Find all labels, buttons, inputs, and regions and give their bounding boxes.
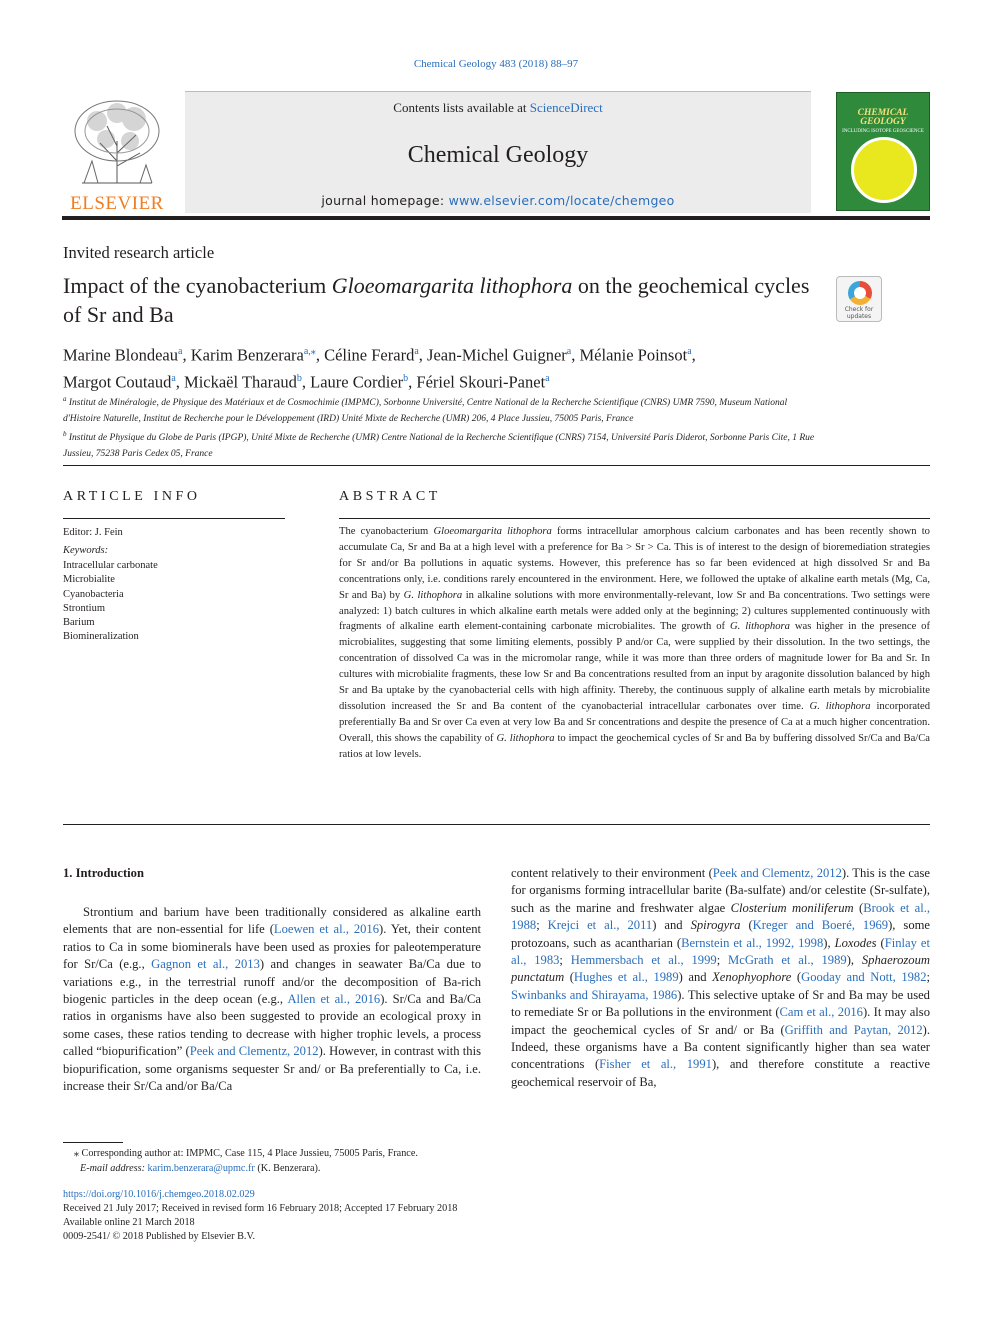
reference-link[interactable]: Gagnon et al., 2013	[151, 957, 260, 972]
reference-link[interactable]: Krejci et al., 2011	[547, 918, 653, 933]
text-segment: ) and	[678, 970, 713, 985]
email-link[interactable]: karim.benzerara@upmc.fr	[147, 1163, 255, 1174]
text-segment: ). Yet, their content ratios to Ca in some biominerals have been used as proxies for paleotemperature for Sr/Ca (e.g.,	[63, 922, 481, 972]
reference-link[interactable]: Bernstein et al., 1992, 1998	[681, 935, 824, 950]
author-name[interactable]: Margot Coutaud	[63, 372, 172, 391]
text-segment: ), and therefore constitute a reactive geochemical reservoir of Ba,	[511, 1057, 930, 1089]
reference-link[interactable]: Allen et al., 2016	[287, 992, 381, 1007]
author-name[interactable]: Fériel Skouri-Panet	[416, 372, 546, 391]
species-name: Xenophyophore	[712, 970, 792, 985]
author-affil-sup[interactable]: a	[545, 372, 550, 384]
abstract-segment: to impact the geochemical cycles of Sr and Ba by buffering dissolved Sr/Ca and Ba/Ca ratios at low levels.	[339, 732, 930, 760]
sciencedirect-link[interactable]: ScienceDirect	[529, 100, 603, 115]
author-name[interactable]: Mélanie Poinsot	[579, 345, 688, 365]
reference-link[interactable]: Peek and Clementz, 2012	[712, 866, 842, 880]
reference-link[interactable]: McGrath et al., 1989	[728, 953, 847, 968]
title-species: Gloeomargarita lithophora	[331, 273, 573, 298]
corresponding-author-text: Corresponding author at: IMPMC, Case 115, 4 Place Jussieu, 75005 Paris, France.	[81, 1148, 418, 1159]
reference-link[interactable]: Brook et al., 1988	[511, 900, 930, 933]
homepage-prefix: journal homepage:	[321, 193, 445, 208]
contents-line	[185, 100, 811, 116]
species-name: Spirogyra	[690, 918, 741, 933]
author-name[interactable]: Céline Ferard	[324, 345, 415, 365]
crossmark-line1: Check for	[844, 306, 874, 313]
homepage-link[interactable]: www.elsevier.com/locate/chemgeo	[448, 193, 675, 208]
reference-link[interactable]: Kreger and Boeré, 1969	[752, 918, 889, 933]
abstract-species: G. lithophora	[403, 589, 463, 601]
text-segment: Strontium and barium have been traditionally considered as alkaline earth elements that are non-essential for life (	[63, 905, 481, 937]
crossmark-label	[837, 306, 881, 320]
intro-right-column	[511, 865, 930, 1091]
doi-link[interactable]: https://doi.org/10.1016/j.chemgeo.2018.02.029	[63, 1189, 255, 1200]
abstract-rule	[339, 518, 930, 519]
reference-link[interactable]: Gooday and Nott, 1982	[801, 970, 927, 985]
article-info-heading: ARTICLE INFO	[63, 489, 201, 504]
keyword-item: Microbialite	[63, 574, 115, 586]
homepage-line	[185, 193, 811, 208]
reference-link[interactable]: Fisher et al., 1991	[599, 1057, 712, 1072]
author-name[interactable]: Jean-Michel Guigner	[427, 345, 567, 365]
species-name: Closterium moniliferum	[730, 900, 854, 915]
reference-link[interactable]: Griffith and Paytan, 2012	[784, 1022, 923, 1037]
affiliation-a	[63, 392, 823, 427]
author-affil-sup[interactable]: b	[296, 372, 302, 384]
text-segment: ) and changes in seawater Ba/Ca due to variations e.g., in the terrestrial runoff and/or the decomposition of Ba-rich biogenic particles in the deep ocean (e.g.,	[63, 957, 481, 1007]
reference-link[interactable]: Swinbanks and Shirayama, 1986	[511, 987, 678, 1002]
abstract-segment: in alkaline solutions with more environmentally-relevant, low Sr and Ba concentrations. Two settings were analyzed: 1) batch cultures in which alkaline earth metals were added only at the beginning; 2) cultures supplemented continuously with fragments of alkaline earth element-containing carbonate microbialites. The growth of	[339, 589, 930, 633]
cover-circle-graphic	[851, 137, 917, 203]
abstract-segment: The cyanobacterium	[339, 526, 434, 537]
cover-subtitle: INCLUDING ISOTOPE GEOSCIENCE	[842, 129, 924, 134]
cover-title	[837, 109, 929, 127]
journal-name: Chemical Geology	[407, 142, 589, 168]
author-name[interactable]: Mickaël Tharaud	[184, 372, 297, 391]
reference-link[interactable]: Cam et al., 2016	[779, 1005, 863, 1020]
reference-link[interactable]: Loewen et al., 2016	[273, 922, 380, 937]
author-affil-sup[interactable]: a	[171, 372, 176, 384]
author-affil-sup[interactable]: a	[566, 346, 572, 357]
section-divider	[63, 465, 930, 466]
check-for-updates-button[interactable]	[836, 276, 882, 322]
cover-title-line2: GEOLOGY	[860, 117, 906, 127]
keyword-item: Barium	[63, 617, 95, 629]
abstract-segment: incorporated preferentially Ba and Sr over Ca even at very low Ba and Sr concentrations and despite the presence of Ca at a much higher concentration. Overall, this shows the capability of	[339, 700, 931, 744]
affiliation-text: Institut de Minéralogie, de Physique des Matériaux et de Cosmochimie (IMPMC), Sorbonne Université, Centre National de la Recherche Scientifique (CNRS) UMR 7590, Museum National d'Histoire Naturelle, Institut de Recherche pour le Développement (IRD) Unité Mixte de Recherche (UMR) 206, 4 Place Jussieu, 75005 Paris, France	[63, 398, 788, 424]
title-part2: on the geochemical cycles of Sr and Ba	[63, 273, 810, 327]
crossmark-icon	[848, 281, 872, 305]
affiliation-text: Institut de Physique du Globe de Paris (IPGP), Unité Mixte de Recherche (UMR) Centre National de la Recherche Scientifique (CNRS) 7154, Université Paris Diderot, Sorbonne Paris Cite, 1 Rue Jussieu, 75238 Paris Cedex 05, France	[63, 433, 815, 459]
footnote-mark: ⁎	[73, 1148, 79, 1159]
abstract-heading: ABSTRACT	[339, 489, 441, 504]
available-online: Available online 21 March 2018	[63, 1217, 195, 1228]
editor: Editor: J. Fein	[63, 527, 123, 538]
author-name[interactable]: Laure Cordier	[310, 372, 404, 391]
text-segment: (	[740, 918, 753, 933]
species-name: Loxodes	[834, 935, 877, 950]
abstract-species: G. lithophora	[809, 700, 871, 712]
text-segment: ) and	[652, 918, 691, 933]
reference-link[interactable]: Finlay et al., 1983	[511, 935, 930, 968]
reference-link[interactable]: Hemmersbach et al., 1999	[570, 953, 717, 968]
abstract-species: G. lithophora	[496, 732, 555, 744]
text-segment: content relatively to their environment (	[511, 866, 713, 880]
email-label: E-mail address:	[80, 1163, 145, 1174]
keyword-item: Intracellular carbonate	[63, 560, 158, 571]
email-note	[80, 1161, 320, 1176]
text-segment: ;	[926, 970, 931, 985]
affiliation-label: b	[63, 430, 67, 439]
publisher-wordmark: ELSEVIER	[70, 193, 164, 214]
title-part1: Impact of the cyanobacterium	[63, 273, 332, 298]
text-segment: ). This is the case for organisms forming intracellular barite (Ba-sulfate) and/or celestite (Sr-sulfate), such as the marine and freshwater algae	[511, 866, 930, 915]
text-segment: ). This selective uptake of Sr and Ba may be used to remediate Sr or Ba pollutions in the environment (	[511, 987, 930, 1020]
introduction-heading: 1. Introduction	[63, 866, 144, 880]
author-name[interactable]: Marine Blondeau	[63, 345, 179, 365]
keywords-list	[63, 559, 158, 645]
text-segment: (	[876, 935, 885, 950]
journal-citation[interactable]: Chemical Geology 483 (2018) 88–97	[413, 58, 579, 70]
cover-title-line1: CHEMICAL	[857, 108, 909, 118]
abstract-text	[339, 524, 930, 763]
text-segment: ), some protozoans, such as acantharian (	[511, 918, 931, 950]
abstract-species: Gloeomargarita lithophora	[433, 526, 552, 537]
author-affil-sup[interactable]: a	[178, 346, 183, 357]
reference-link[interactable]: Hughes et al., 1989	[573, 970, 679, 985]
species-name: Sphaerozoum punctatum	[511, 953, 930, 985]
keyword-item: Biomineralization	[63, 631, 139, 643]
abstract-bottom-rule	[63, 824, 930, 825]
text-segment: ). Sr/Ca and Ba/Ca ratios in organisms have also been suggested to provide an ecological proxy in some cases, these ratios tending to decrease with higher trophic levels, a process called “biopurification” (	[63, 992, 482, 1059]
keyword-item: Strontium	[63, 602, 106, 614]
author-affil-sup[interactable]: a	[687, 346, 692, 357]
author-name[interactable]: Karim Benzerara	[190, 345, 304, 365]
text-segment: ),	[823, 935, 835, 950]
affiliation-b	[63, 427, 823, 462]
text-segment: (	[791, 970, 802, 985]
crossmark-line2: updates	[846, 313, 872, 320]
intro-left-column	[63, 904, 481, 1095]
text-segment: ). However, in contrast with this biopurification, some organisms sequester Sr and/ or Ba preferentially to Ca, i.e. increase their Sr/Ca and/or Ba/Ca	[63, 1044, 481, 1094]
copyright: 0009-2541/ © 2018 Published by Elsevier B.V.	[63, 1231, 256, 1242]
text-segment: ). It may also impact the geochemical cycles of Sr and/ or Ba (	[511, 1005, 930, 1037]
abstract-segment: was higher in the presence of microbialites, suggesting that some limiting elements, possibly P and/or Ca, were supplied by their dissolution. In the two settings, the concentration of dissolved Ca was in the micromolar range, while it was more than three orders of magnitude lower for Ba and Sr. In cultures with microbialite fragments, these low Sr and Ba concentrations resulted from an input by aragonite dissolution balanced by high Sr and Ba uptake by the cyanobacterial cells with high affinity. Thereby, the continuous supply of alkaline earth metals by microbialite dissolution increased the Sr and Ba content of the cyanobacterial intracellular carbonates over time.	[339, 621, 931, 712]
affiliation-label: a	[63, 395, 67, 403]
text-segment: ),	[846, 953, 862, 968]
author-affil-sup[interactable]: b	[403, 372, 409, 384]
article-info-rule	[63, 518, 285, 519]
affiliations	[63, 392, 823, 462]
author-list: Marine Blondeau$^a$, Karim Benzerara$^{a,⁎}$, Céline Ferard$^a$, Jean-Michel Guigner$^a$, Mélanie Poinsot$^a$, Margot Coutaud$^a$, Mickaël Tharaud$^b$, Laure Cordier$^b$, Fériel Skouri-Panet$^a$	[63, 345, 696, 391]
footnote-rule	[63, 1142, 123, 1143]
text-segment: ;	[559, 953, 571, 968]
text-segment: ). Indeed, these organisms have a Ba content significantly higher than sea water concentrations (	[511, 1022, 931, 1072]
journal-cover-thumbnail[interactable]	[836, 92, 930, 211]
abstract-segment: forms intracellular amorphous calcium carbonates and has been recently shown to accumulate Ca, Sr and Ba at a high level with a preference for Ba > Sr > Ca. This is of interest to the design of bioremediation strategies for Sr and/or Ba pollutions in aquatic systems. However, this preference has so far been evidenced at high dissolved Sr and Ba concentrations only, i.e. conditions rarely encountered in the environment. Here, we followed the uptake of alkaline earth metals (Mg, Ca, Sr and Ba) by	[339, 526, 930, 601]
keywords-label: Keywords:	[63, 545, 109, 556]
keyword-item: Cyanobacteria	[63, 588, 124, 600]
corresponding-author-note	[63, 1146, 418, 1161]
contents-prefix: Contents lists available at	[393, 100, 527, 115]
article-type: Invited research article	[63, 243, 215, 262]
article-title	[63, 271, 823, 329]
text-segment: (	[853, 900, 864, 915]
reference-link[interactable]: Peek and Clementz, 2012	[189, 1044, 319, 1059]
received-dates: Received 21 July 2017; Received in revised form 16 February 2018; Accepted 17 February 2018	[63, 1203, 458, 1214]
text-segment: (	[564, 970, 574, 985]
author-affil-sup[interactable]: a	[414, 346, 419, 357]
email-suffix: (K. Benzerara).	[257, 1163, 321, 1174]
text-segment: ;	[716, 953, 729, 968]
text-segment: ;	[536, 918, 548, 933]
header-rule	[62, 216, 930, 220]
abstract-species: G. lithophora	[730, 621, 790, 633]
author-affil-sup[interactable]: a,⁎	[303, 346, 316, 357]
